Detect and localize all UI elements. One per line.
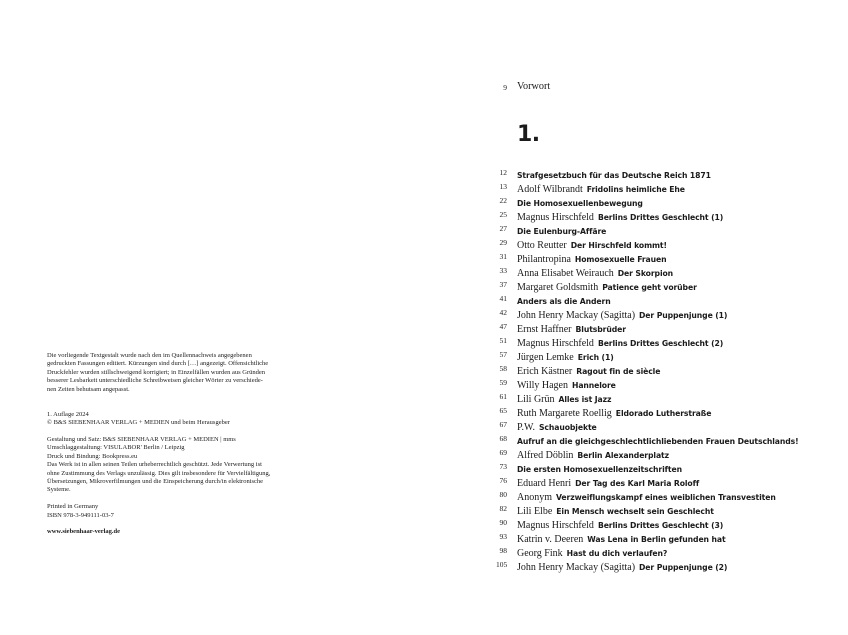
entry-author: Lili Grün (517, 394, 555, 405)
entry-title: Anders als die Andern (517, 297, 611, 306)
entry-author: Philantropina (517, 254, 571, 265)
editorial-note: Die vorliegende Textgestalt wurde nach den im Quellennachweis angegebenen gedruckten Fassungen editiert. Kürzungen sind durch […] angezeigt. Offensichtliche Druckfehler wurden stillschweigend korrigiert; in Einzelfällen wurden aus Gründen besserer Lesbarkeit unterschiedliche Schreibweisen gleicher Wörter zu verschiede- nen Zeiten behutsam angepasst. (47, 352, 269, 393)
entry-title: Berlins Drittes Geschlecht (1) (597, 213, 724, 222)
entry-title: Hast du dich verlaufen? (566, 549, 668, 558)
toc-row[interactable] (496, 417, 836, 431)
entry-title: Der Puppenjunge (1) (639, 311, 728, 320)
page-number: 69 (499, 448, 507, 457)
entry-title: Homosexuelle Frauen (574, 255, 667, 264)
toc-row[interactable] (496, 333, 836, 347)
entry-author: Erich Kästner (517, 366, 573, 377)
page-number: 90 (499, 518, 507, 527)
entry-author: Eduard Henri (517, 478, 572, 489)
entry-title: Der Skorpion (617, 269, 674, 278)
page-number: 67 (499, 420, 507, 429)
toc-row[interactable] (496, 165, 836, 179)
entry-title: Schauobjekte (538, 423, 597, 432)
page-number: 82 (499, 504, 507, 513)
table-of-contents (496, 80, 836, 573)
page-number: 37 (499, 280, 507, 289)
entry-title: Strafgesetzbuch für das Deutsche Reich 1871 (517, 171, 711, 180)
toc-row[interactable] (496, 487, 836, 501)
entry-author: Alfred Döblin (517, 450, 574, 461)
page-number: 80 (499, 490, 507, 499)
production-credits: Gestaltung und Satz: B&S SIEBENHAAR VERLAG + MEDIEN | mms Umschlaggestaltung: VISULABOR' Berlin / Leipzig Druck und Bindung: Bookpress.eu Das Werk ist in allen seinen Teilen urheberrechtlich geschützt. Jede Verwertung ist ohne Zustimmung des Verlags unzulässig. Dies gilt insbesondere für Vervielfältigung, Übersetzungen, Mikroverfilmungen und die Einspeicherung durch/in elektronische Systeme. (47, 436, 271, 494)
toc-row[interactable] (496, 263, 836, 277)
toc-row[interactable] (496, 389, 836, 403)
entry-title: Aufruf an die gleichgeschlechtlichliebenden Frauen Deutschlands! (517, 437, 799, 446)
toc-row[interactable] (496, 249, 836, 263)
toc-row[interactable] (496, 543, 836, 557)
entry-title: Blutsbrüder (575, 325, 626, 334)
toc-row[interactable] (496, 459, 836, 473)
imprint-block (47, 352, 317, 537)
entry-title: Verzweiflungskampf eines weiblichen Transvestiten (556, 493, 776, 502)
toc-row[interactable] (496, 221, 836, 235)
entry-author: John Henry Mackay (Sagitta) (517, 562, 636, 573)
entry-title: Berlins Drittes Geschlecht (2) (597, 339, 724, 348)
entry-title: Alles ist Jazz (558, 395, 612, 404)
page-number: 73 (499, 462, 507, 471)
page-number: 76 (499, 476, 507, 485)
toc-row[interactable] (496, 375, 836, 389)
page-number: 27 (499, 224, 507, 233)
entry-title: Der Hirschfeld kommt! (570, 241, 667, 250)
entry-title: Erich (1) (577, 353, 614, 362)
page-number: 59 (499, 378, 507, 387)
entry-title: Die Eulenburg-Affäre (517, 227, 607, 236)
page-number: 31 (499, 252, 507, 261)
page-number: 22 (499, 196, 507, 205)
page-number: 47 (499, 322, 507, 331)
entry-author: Willy Hagen (517, 380, 568, 391)
toc-row[interactable] (496, 529, 836, 543)
toc-row[interactable] (496, 557, 836, 571)
page-number: 9 (503, 83, 507, 92)
toc-row[interactable] (496, 515, 836, 529)
entry-author: Ruth Margarete Roellig (517, 408, 612, 419)
entry-title: Hannelore (571, 381, 616, 390)
toc-row[interactable] (496, 291, 836, 305)
toc-row-vorwort[interactable] (496, 80, 836, 94)
entry-author: P.W. (517, 422, 535, 433)
print-info: Printed in Germany ISBN 978-3-949111-03-7 (47, 503, 114, 519)
toc-row[interactable] (496, 319, 836, 333)
page-number: 13 (499, 182, 507, 191)
entry-author: Anonym (517, 492, 552, 503)
entry-author: Margaret Goldsmith (517, 282, 599, 293)
page-number: 42 (499, 308, 507, 317)
entry-author: Magnus Hirschfeld (517, 520, 594, 531)
page-number: 51 (499, 336, 507, 345)
entry-title: Der Puppenjunge (2) (639, 563, 728, 572)
publisher-url[interactable]: www.siebenhaar-verlag.de (47, 528, 121, 536)
page-number: 57 (499, 350, 507, 359)
toc-row[interactable] (496, 179, 836, 193)
toc-row[interactable] (496, 501, 836, 515)
entry-title: Der Tag des Karl Maria Roloff (575, 479, 700, 488)
entry-title: Ein Mensch wechselt sein Geschlecht (556, 507, 714, 516)
entry-author: Georg Fink (517, 548, 563, 559)
entry-title: Berlin Alexanderplatz (577, 451, 669, 460)
toc-row[interactable] (496, 277, 836, 291)
entry-author: Lili Elbe (517, 506, 553, 517)
page-number: 41 (499, 294, 507, 303)
page-number: 93 (499, 532, 507, 541)
entry-author: Otto Reutter (517, 240, 567, 251)
vorwort-label: Vorwort (517, 81, 551, 92)
entry-title: Die Homosexuellenbewegung (517, 199, 643, 208)
toc-row[interactable] (496, 473, 836, 487)
page-number: 29 (499, 238, 507, 247)
toc-row[interactable] (496, 347, 836, 361)
entry-title: Berlins Drittes Geschlecht (3) (597, 521, 724, 530)
entry-author: Katrin v. Deeren (517, 534, 584, 545)
page-number: 68 (499, 434, 507, 443)
entry-title: Fridolins heimliche Ehe (586, 185, 685, 194)
toc-row[interactable] (496, 235, 836, 249)
page-number: 58 (499, 364, 507, 373)
page-number: 25 (499, 210, 507, 219)
entry-author: Jürgen Lemke (517, 352, 574, 363)
section-heading: 1. (517, 122, 540, 147)
edition-info: 1. Auflage 2024 © B&S SIEBENHAAR VERLAG + MEDIEN und beim Herausgeber (47, 410, 230, 427)
toc-row[interactable] (496, 305, 836, 319)
entry-author: Magnus Hirschfeld (517, 338, 594, 349)
toc-row[interactable] (496, 193, 836, 207)
page-number: 12 (499, 168, 507, 177)
page-number: 65 (499, 406, 507, 415)
entry-title: Patience geht vorüber (602, 283, 697, 292)
toc-row[interactable] (496, 431, 836, 445)
page-number: 105 (496, 560, 508, 569)
entry-title: Eldorado Lutherstraße (615, 409, 712, 418)
entry-title: Was Lena in Berlin gefunden hat (587, 535, 726, 544)
page-number: 98 (499, 546, 507, 555)
toc-row[interactable] (496, 403, 836, 417)
entry-title: Die ersten Homosexuellenzeitschriften (517, 465, 682, 474)
entry-author: Ernst Haffner (517, 324, 572, 335)
entry-title: Ragout fin de siècle (576, 367, 661, 376)
toc-list (496, 165, 836, 571)
page-number: 61 (499, 392, 507, 401)
toc-row[interactable] (496, 445, 836, 459)
toc-row[interactable] (496, 361, 836, 375)
entry-author: Anna Elisabet Weirauch (517, 268, 614, 279)
page-number: 33 (499, 266, 507, 275)
toc-row[interactable] (496, 207, 836, 221)
entry-author: John Henry Mackay (Sagitta) (517, 310, 636, 321)
entry-author: Adolf Wilbrandt (517, 184, 583, 195)
entry-author: Magnus Hirschfeld (517, 212, 594, 223)
